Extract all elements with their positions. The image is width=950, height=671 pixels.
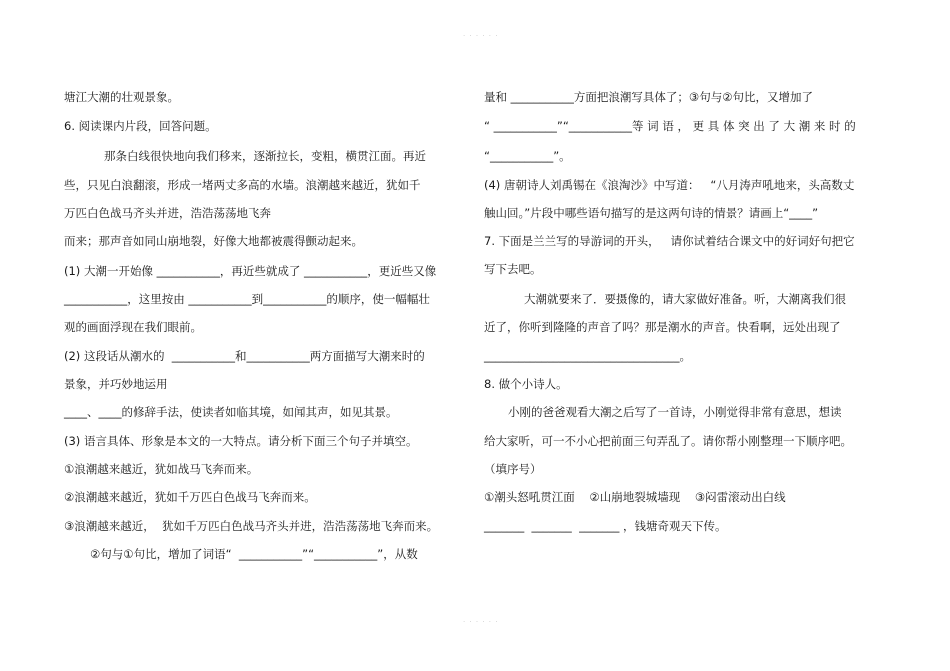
sentence-3: ③浪潮越来越近， 犹如千万匹白色战马齐头并进，浩浩荡荡地飞奔而来。 [64,519,439,533]
passage-line: 万匹白色战马齐头并进，浩浩荡荡地飞奔 [64,206,271,220]
top-page-dots: · · · · · · [463,32,499,40]
q6-sub3-line: 量和 ___________方面把浪潮写具体了；③句与②句比，又增加了 [484,90,814,104]
q6-sub1-line: 观的画面浮现在我们眼前。 [64,320,202,334]
guide-text-line: 近了，你听到隆隆的声音了吗？那是潮水的声音。快看啊，远处出现了 [484,320,841,334]
bottom-page-dots: · · · · · · [463,618,499,626]
question-6-heading: 6. 阅读课内片段，回答问题。 [64,119,217,133]
left-line: 塘江大潮的壮观景象。 [64,90,179,104]
q6-sub1-line: ___________，这里按由 ___________到___________的顺序，使一幅幅壮 [64,292,430,306]
passage-line: 而来；那声音如同山崩地裂，好像大地都被震得颤动起来。 [64,234,363,248]
question-8-heading: 8. 做个小诗人。 [484,377,568,391]
passage-line: 些，只见白浪翻滚，形成一堵两丈多高的水墙。浪潮越来越近，犹如千 [64,178,421,192]
q6-sub3-line: ②句与①句比，增加了词语“ ___________”“___________”，从数 [90,547,418,561]
question-7-heading: 7. 下面是兰兰写的导游词的开头， 请你试着结合课文中的好词好句把它 [484,234,855,248]
question-8-note: （填序号） [484,462,542,476]
sentence-1: ①浪潮越来越近，犹如战马飞奔而来。 [64,462,259,476]
q6-sub2-line: 景象，并巧妙地运用 [64,377,168,391]
q6-sub3-line: “ ___________”“___________等 词 语 ， 更 具 体 突 出 了 大 潮 来 时 的 [484,119,856,133]
q6-sub3-line: (3) 语言具体、形象是本文的一大特点。请分析下面三个句子并填空。 [64,434,418,448]
q6-sub3-line: “___________”。 [484,149,571,163]
q6-sub1-line: (1) 大潮一开始像 ___________，再近些就成了 ___________，更近些又像 [64,264,437,278]
sentence-2: ②浪潮越来越近，犹如千万匹白色战马飞奔而来。 [64,490,316,504]
guide-text-line: 大潮就要来了．要摄像的，请大家做好准备。听，大潮离我们很 [524,292,846,306]
guide-answer-blank: __________________________________。 [484,349,691,363]
question-7-line: 写下去吧。 [484,262,542,276]
question-8-line: 小刚的爸爸观看大潮之后写了一首诗，小刚觉得非常有意思，想读 [508,405,842,419]
q6-sub2-line: ____、____的修辞手法，使读者如临其境，如闻其声，如见其景。 [64,405,398,419]
poem-options: ①潮头怒吼贯江面 ②山崩地裂城墙现 ③闷雷滚动出白线 [484,490,786,504]
q6-sub4-line: 触山回。”片段中哪些语句描写的是这两句诗的情景？请画上“____” [484,206,819,220]
poem-answer-line: _______ _______ _______ ，钱塘奇观天下传。 [484,519,727,533]
q6-sub4-line: (4) 唐朝诗人刘禹锡在《浪淘沙》中写道： “八月涛声吼地来，头高数丈 [484,178,855,192]
question-8-line: 给大家听，可一不小心把前面三句弄乱了。请你帮小刚整理一下顺序吧。 [484,434,852,448]
passage-line: 那条白线很快地向我们移来，逐渐拉长，变粗，横贯江面。再近 [104,149,426,163]
q6-sub2-line: (2) 这段话从潮水的 ___________和___________两方面描写大潮来时的 [64,349,425,363]
